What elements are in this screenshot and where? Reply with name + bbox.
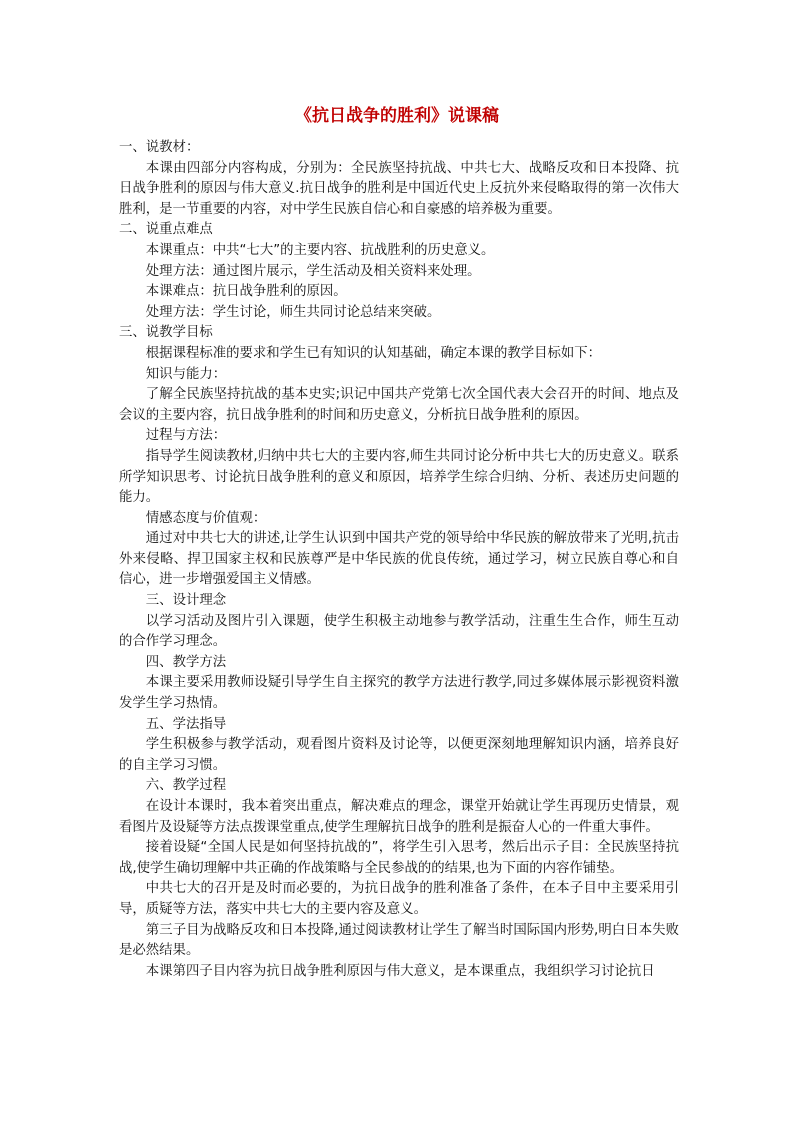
section-heading: 三、设计理念 <box>145 593 227 609</box>
paragraph: 根据课程标准的要求和学生已有知识的认知基础，确定本课的教学目标如下： <box>145 345 602 361</box>
paragraph: 学生积极参与教学活动，观看图片资料及讨论等，以便更深刻地理解知识内涵，培养良好的自主学习习惯。 <box>119 737 679 773</box>
paragraph: 通过对中共七大的讲述,让学生认识到中国共产党的领导给中华民族的解放带来了光明,抗击外来侵略、捍卫国家主权和民族尊严是中华民族的优良传统，通过学习，树立民族自尊心和自信心，进一步增强爱国主义情感。 <box>119 531 679 588</box>
section-heading: 三、说教学目标 <box>119 325 213 341</box>
paragraph: 本课由四部分内容构成，分别为：全民族坚持抗战、中共七大、战略反攻和日本投降、抗日战争胜利的原因与伟大意义.抗日战争的胜利是中国近代史上反抗外来侵略取得的第一次伟大胜利，是一节重要的内容，对中学生民族自信心和自豪感的培养极为重要。 <box>119 160 679 217</box>
section-heading: 四、教学方法 <box>145 654 227 670</box>
paragraph: 在设计本课时，我本着突出重点，解决难点的理念，课堂开始就让学生再现历史情景，观看图片及设疑等方法点拨课堂重点,使学生理解抗日战争的胜利是振奋人心的一件重大事件。 <box>119 799 679 835</box>
paragraph: 本课重点：中共“七大”的主要内容、抗战胜利的历史意义。 <box>145 242 495 258</box>
subheading: 过程与方法： <box>145 428 227 444</box>
paragraph: 处理方法：通过图片展示，学生活动及相关资料来处理。 <box>145 263 481 279</box>
subheading: 知识与能力： <box>145 366 227 382</box>
paragraph: 本课第四子目内容为抗日战争胜利原因与伟大意义，是本课重点，我组织学习讨论抗日 <box>145 963 655 979</box>
paragraph: 本课主要采用教师设疑引导学生自主探究的教学方法进行教学,同过多媒体展示影视资料激发学生学习热情。 <box>119 675 679 712</box>
paragraph: 了解全民族坚持抗战的基本史实;识记中国共产党第七次全国代表大会召开的时间、地点及会议的主要内容，抗日战争胜利的时间和历史意义，分析抗日战争胜利的原因。 <box>119 387 679 423</box>
paragraph: 指导学生阅读教材,归纳中共七大的主要内容,师生共同讨论分析中共七大的历史意义。联系所学知识思考、讨论抗日战争胜利的意义和原因，培养学生综合归纳、分析、表述历史问题的能力。 <box>119 448 679 506</box>
section-heading: 五、学法指导 <box>145 716 227 732</box>
paragraph: 处理方法：学生讨论，师生共同讨论总结来突破。 <box>145 304 441 320</box>
paragraph: 中共七大的召开是及时而必要的，为抗日战争的胜利准备了条件，在本子目中主要采用引导，质疑等方法，落实中共七大的主要内容及意义。 <box>119 881 679 917</box>
paragraph: 接着设疑“全国人民是如何坚持抗战的”，将学生引入思考，然后出示子目：全民族坚持抗战,使学生确切理解中共正确的作战策略与全民参战的的结果,也为下面的内容作铺垫。 <box>119 840 679 876</box>
section-heading: 六、教学过程 <box>145 778 227 794</box>
section-heading: 二、说重点难点 <box>119 222 213 238</box>
paragraph: 本课难点：抗日战争胜利的原因。 <box>145 284 347 300</box>
subheading: 情感态度与价值观： <box>145 510 267 526</box>
paragraph: 第三子目为战略反攻和日本投降,通过阅读教材让学生了解当时国际国内形势,明白日本失败是必然结果。 <box>119 922 679 959</box>
paragraph: 以学习活动及图片引入课题，使学生积极主动地参与教学活动，注重生生合作，师生互动的合作学习理念。 <box>119 613 679 650</box>
document-body <box>119 138 679 982</box>
section-heading: 一、说教材： <box>119 140 200 155</box>
document-title: 《抗日战争的胜利》说课稿 <box>295 106 499 126</box>
